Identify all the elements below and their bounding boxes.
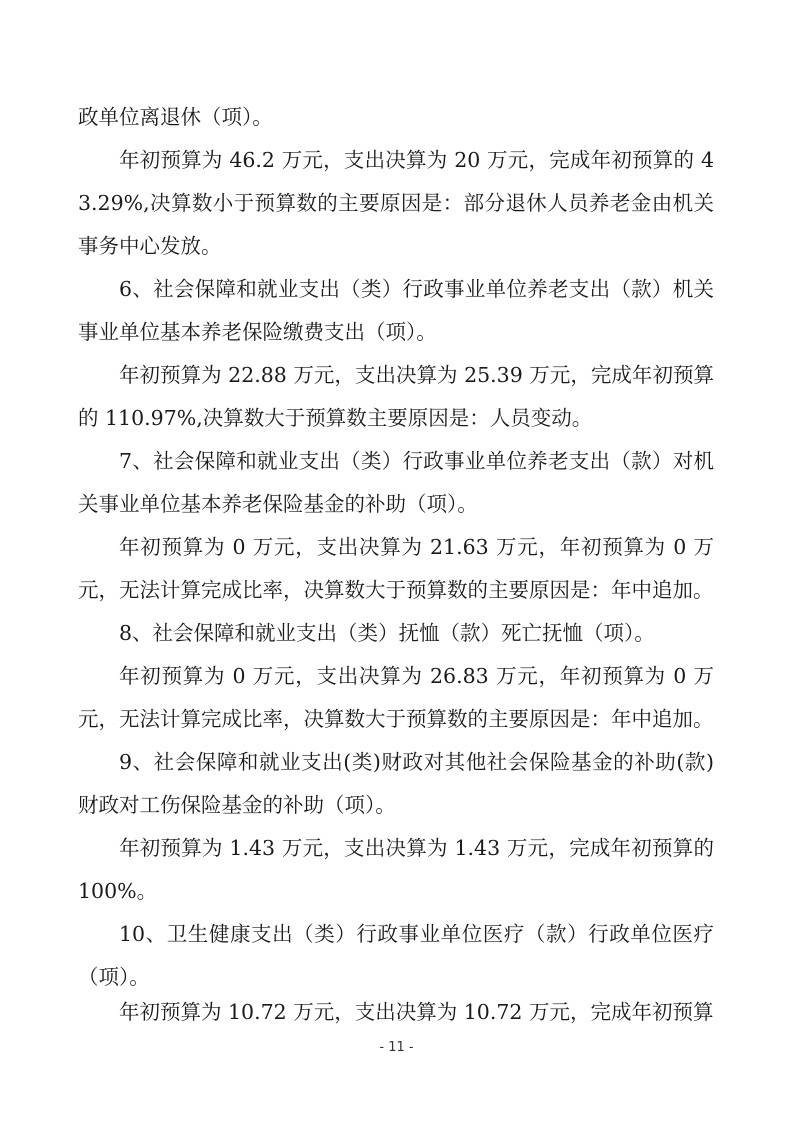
paragraph: 政单位离退休（项）。 — [78, 105, 273, 129]
paragraph: 年初预算为 22.88 万元，支出决算为 25.39 万元，完成年初预算的 110.97%,决算数大于预算数主要原因是：人员变动。 — [78, 363, 714, 430]
paragraph: 年初预算为 10.72 万元，支出决算为 10.72 万元，完成年初预算 — [119, 1000, 714, 1024]
paragraph: 10、卫生健康支出（类）行政事业单位医疗（款）行政单位医疗（项）。 — [78, 922, 714, 989]
paragraph: 8、社会保障和就业支出（类）抚恤（款）死亡抚恤（项）。 — [119, 621, 655, 645]
paragraph: 6、社会保障和就业支出（类）行政事业单位养老支出（款）机关事业单位基本养老保险缴费支出（项）。 — [78, 277, 714, 344]
paragraph: 年初预算为 1.43 万元，支出决算为 1.43 万元，完成年初预算的 100%。 — [78, 836, 714, 903]
paragraph: 9、社会保障和就业支出(类)财政对其他社会保险基金的补助(款)财政对工伤保险基金的补助（项）。 — [78, 750, 714, 817]
paragraph: 7、社会保障和就业支出（类）行政事业单位养老支出（款）对机关事业单位基本养老保险基金的补助（项）。 — [78, 449, 714, 516]
page-number: - 11 - — [379, 1040, 414, 1055]
paragraph: 年初预算为 0 万元，支出决算为 21.63 万元，年初预算为 0 万元，无法计算完成比率，决算数大于预算数的主要原因是：年中追加。 — [78, 535, 714, 602]
paragraph: 年初预算为 0 万元，支出决算为 26.83 万元，年初预算为 0 万元，无法计算完成比率，决算数大于预算数的主要原因是：年中追加。 — [78, 664, 714, 731]
paragraph: 年初预算为 46.2 万元，支出决算为 20 万元，完成年初预算的 43.29%,决算数小于预算数的主要原因是：部分退休人员养老金由机关事务中心发放。 — [78, 148, 714, 258]
